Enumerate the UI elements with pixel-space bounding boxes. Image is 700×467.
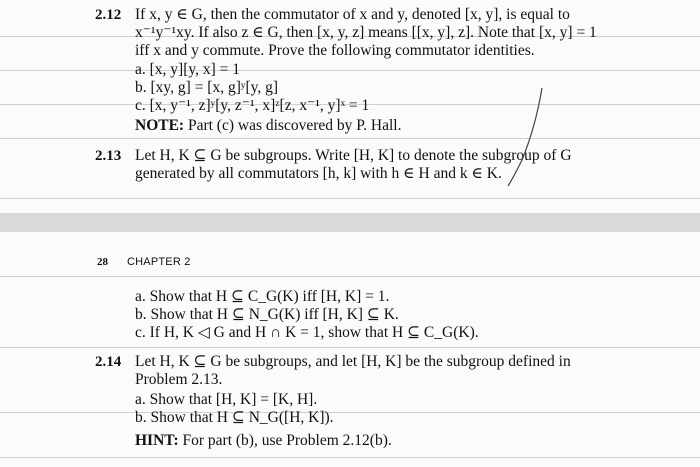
- problem-2-12-line-3: iff x and y commute. Prove the following commutator identities.: [135, 42, 535, 59]
- problem-2-12-item-c: c. [x, y⁻¹, z]ʸ[y, z⁻¹, x]ᶻ[z, x⁻¹, y]ˣ = 1: [135, 97, 370, 114]
- textbook-page-top: [0, 0, 700, 213]
- page-number: 28: [97, 256, 108, 268]
- ruled-line: [0, 276, 700, 277]
- problem-2-12-item-b: b. [xy, g] = [x, g]ʸ[y, g]: [135, 79, 279, 96]
- problem-2-13-line-2: generated by all commutators [h, k] with h ∈ H and k ∈ K.: [135, 165, 502, 182]
- problem-2-13-line-1: Let H, K ⊆ G be subgroups. Write [H, K] to denote the subgroup of G: [135, 147, 572, 164]
- problem-number-2-13: 2.13: [95, 148, 122, 164]
- chapter-header: CHAPTER 2: [127, 256, 191, 268]
- problem-number-2-12: 2.12: [95, 7, 122, 23]
- note-label: NOTE:: [135, 117, 185, 134]
- hint-label: HINT:: [135, 432, 179, 449]
- problem-2-13-item-a: a. Show that H ⊆ C_G(K) iff [H, K] = 1.: [135, 288, 390, 305]
- note-text: Part (c) was discovered by P. Hall.: [187, 117, 402, 134]
- ruled-line: [0, 457, 700, 458]
- hint-text: For part (b), use Problem 2.12(b).: [182, 432, 392, 449]
- problem-2-12-item-a: a. [x, y][y, x] = 1: [135, 61, 241, 78]
- problem-2-14-hint: [135, 432, 392, 450]
- problem-2-14-item-b: b. Show that H ⊆ N_G([H, K]).: [135, 409, 334, 426]
- textbook-page-bottom: [0, 232, 700, 467]
- pen-stroke-annotation: [0, 0, 700, 213]
- problem-2-14-item-a: a. Show that [H, K] = [K, H].: [135, 391, 318, 408]
- problem-2-13-item-c: c. If H, K ◁ G and H ∩ K = 1, show that H ⊆ C_G(K).: [135, 324, 479, 341]
- problem-number-2-14: 2.14: [95, 354, 122, 370]
- problem-2-14-line-2: Problem 2.13.: [135, 371, 223, 388]
- problem-2-13-item-b: b. Show that H ⊆ N_G(K) iff [H, K] ⊆ K.: [135, 306, 399, 323]
- problem-2-14-line-1: Let H, K ⊆ G be subgroups, and let [H, K] be the subgroup defined in: [135, 353, 571, 370]
- problem-2-12-line-2: x⁻¹y⁻¹xy. If also z ∈ G, then [x, y, z] means [[x, y], z]. Note that [x, y] = 1: [135, 24, 597, 41]
- problem-2-12-line-1: If x, y ∈ G, then the commutator of x and y, denoted [x, y], is equal to: [135, 6, 570, 23]
- ruled-line: [0, 412, 700, 413]
- ruled-line: [0, 347, 700, 348]
